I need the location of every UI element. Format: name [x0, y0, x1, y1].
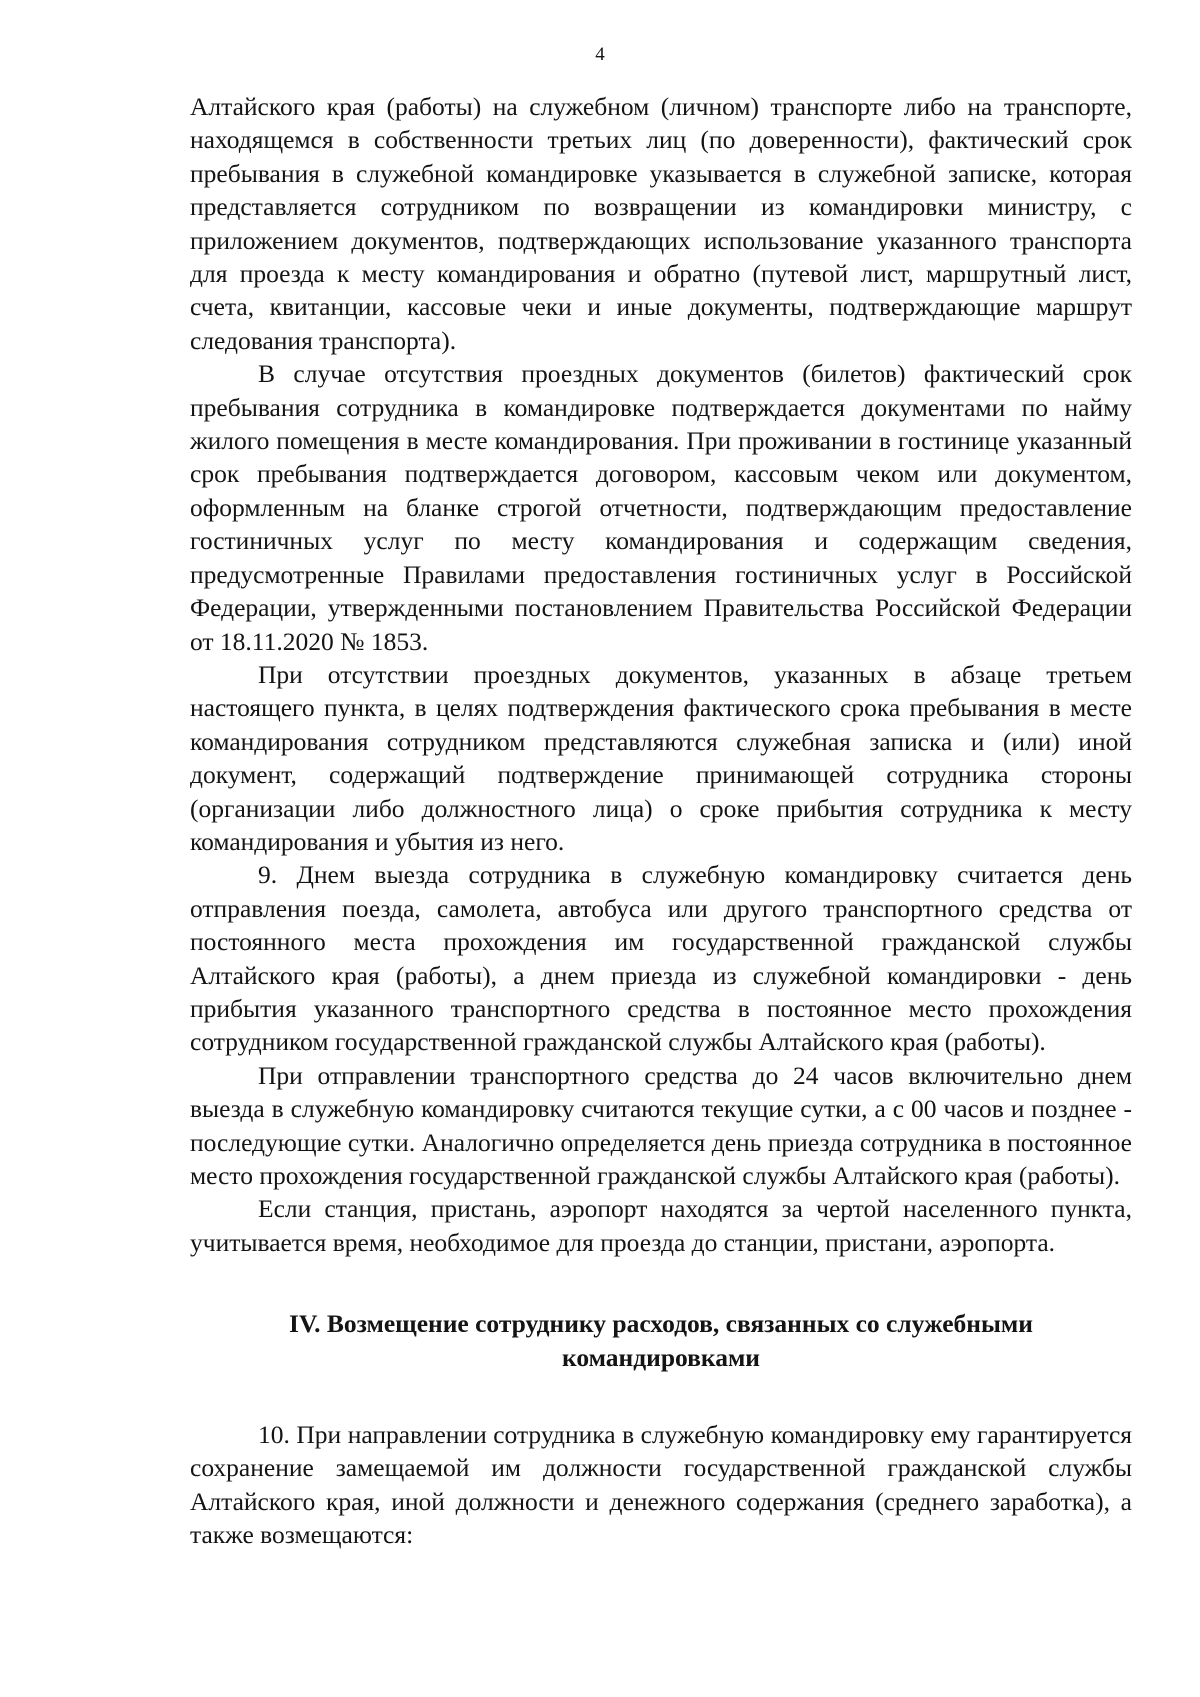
section-heading	[190, 1307, 1132, 1374]
page-number: 4	[595, 44, 605, 65]
section-heading-line-2: командировками	[561, 1342, 761, 1372]
paragraph-item-9: 9. Днем выезда сотрудника в служебную командировку считается день отправления поезда, самолета, автобуса или другого транспортного средства от постоянного места прохождения им государственной гражданской службы Алтайского края (работы), а днем приезда из служебной командировки - день прибытия указанного транспортного средства в постоянное место прохождения сотрудником государственной гражданской службы Алтайского края (работы).	[190, 860, 1132, 1057]
paragraph-item-10: 10. При направлении сотрудника в служебную командировку ему гарантируется сохранение замещаемой им должности государственной гражданской службы Алтайского края, иной должности и денежного содержания (среднего заработка), а также возмещаются:	[190, 1420, 1132, 1550]
document-body	[190, 90, 1132, 1552]
paragraph-no-travel-documents: При отсутствии проездных документов, указанных в абзаце третьем настоящего пункта, в целях подтверждения фактического срока пребывания в месте командирования сотрудником представляются служебная записка и (или) иной документ, содержащий подтверждение принимающей сотрудника стороны (организации либо должностного лица) о сроке прибытия сотрудника к месту командирования и убытия из него.	[190, 659, 1132, 856]
paragraph-departure-time: При отправлении транспортного средства до 24 часов включительно днем выезда в служебную командировку считаются текущие сутки, а с 00 часов и позднее - последующие сутки. Аналогично определяется день приезда сотрудника в постоянное место прохождения государственной гражданской службы Алтайского края (работы).	[190, 1060, 1132, 1190]
section-heading-line-1: IV. Возмещение сотруднику расходов, связанных со служебными	[289, 1309, 1033, 1339]
paragraph-no-tickets: В случае отсутствия проездных документов (билетов) фактический срок пребывания сотрудника в командировке подтверждается документами по найму жилого помещения в месте командирования. При проживании в гостинице указанный срок пребывания подтверждается договором, кассовым чеком или документом, оформленным на бланке строгой отчетности, подтверждающим предоставление гостиничных услуг по месту командирования и содержащим сведения, предусмотренные Правилами предоставления гостиничных услуг в Российской Федерации, утвержденными постановлением Правительства Российской Федерации от 18.11.2020 № 1853.	[190, 359, 1132, 656]
paragraph-station-outside: Если станция, пристань, аэропорт находятся за чертой населенного пункта, учитывается время, необходимое для проезда до станции, пристани, аэропорта.	[190, 1194, 1132, 1257]
paragraph-transport-continuation: Алтайского края (работы) на служебном (личном) транспорте либо на транспорте, находящемся в собственности третьих лиц (по доверенности), фактический срок пребывания в служебной командировке указывается в служебной записке, которая представляется сотрудником по возвращении из командировки министру, с приложением документов, подтверждающих использование указанного транспорта для проезда к месту командирования и обратно (путевой лист, маршрутный лист, счета, квитанции, кассовые чеки и иные документы, подтверждающие маршрут следования транспорта).	[190, 92, 1132, 355]
